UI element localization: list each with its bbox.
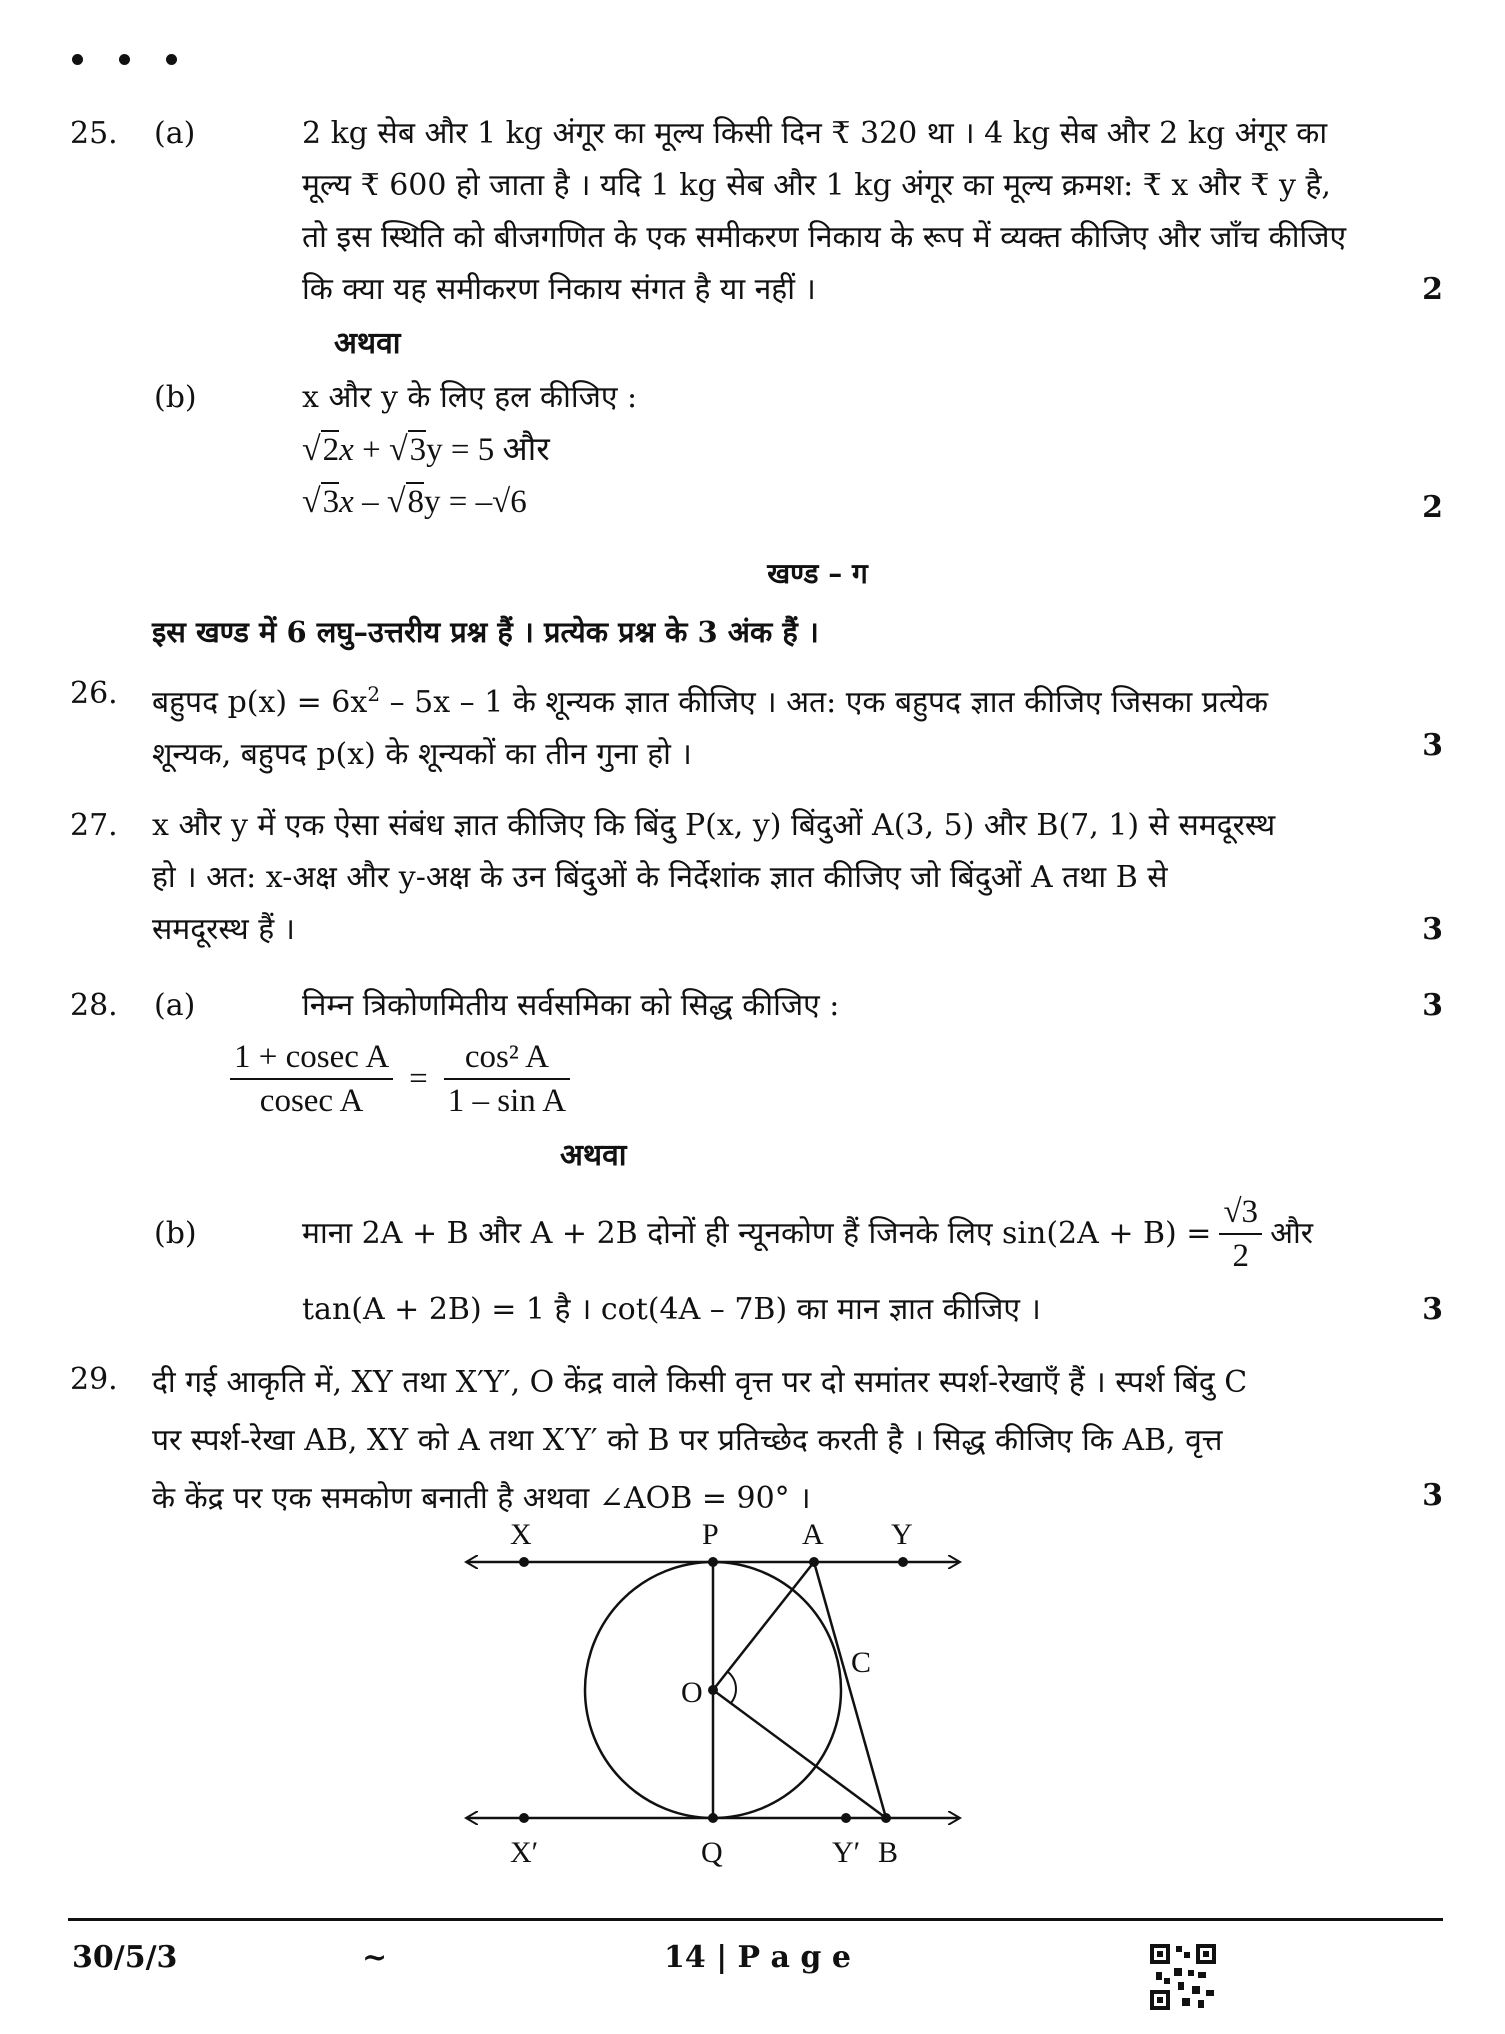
question-number: 25.	[70, 116, 118, 151]
question-29: 29. दी गई आकृति में, XY तथा X′Y′, O केंद्र वाले किसी वृत्त पर दो समांतर स्पर्श-रेखाएँ हैं । स्पर्श बिंदु C पर स्पर्श-रेखा AB, XY को A तथा X′Y′ को B पर प्रतिच्छेद करती है । सिद्ध कीजिए कि AB, वृत्त के केंद्र पर एक समकोण बनाती है अथवा ∠AOB = 90° । 3	[70, 1354, 1443, 1528]
ellipsis-icon	[72, 54, 177, 65]
question-25a-text: 2 kg सेब और 1 kg अंगूर का मूल्य किसी दिन ₹ 320 था । 4 kg सेब और 2 kg अंगूर का मूल्य ₹ 600 हो जाता है । यदि 1 kg सेब और 1 kg अंगूर का मूल्य क्रमश: ₹ x और ₹ y है, तो इस स्थिति को बीजगणित के एक समीकरण निकाय के रूप में व्यक्त कीजिए और जाँच कीजिए कि क्या यह समीकरण निकाय संगत है या नहीं ।	[302, 116, 1347, 307]
label-a: A	[802, 1518, 824, 1551]
section-title: खण्ड – ग	[767, 557, 868, 590]
point-o	[708, 1685, 718, 1695]
equation-2: √3x – √8y = –√6	[302, 483, 527, 520]
question-number: 29.	[70, 1362, 118, 1397]
part-b-label: (b)	[154, 380, 197, 415]
footer-divider	[68, 1918, 1443, 1921]
marks: 3	[1422, 1292, 1443, 1327]
question-28a-intro: निम्न त्रिकोणमितीय सर्वसमिका को सिद्ध कीजिए :	[302, 988, 840, 1023]
label-x2: X′	[510, 1836, 539, 1869]
marks: 3	[1422, 728, 1443, 763]
tangent-circle-diagram	[448, 1512, 1008, 1882]
segment-ob	[713, 1690, 886, 1818]
label-y2: Y′	[832, 1836, 861, 1869]
question-27: 27. x और y में एक ऐसा संबंध ज्ञात कीजिए कि बिंदु P(x, y) बिंदुओं A(3, 5) और B(7, 1) से समदूरस्थ हो । अत: x-अक्ष और y-अक्ष के उन बिंदुओं के निर्देशांक ज्ञात कीजिए जो बिंदुओं A तथा B से समदूरस्थ हैं । 3	[70, 800, 1443, 956]
qr-code-icon	[1148, 1942, 1218, 2012]
section-instruction: इस खण्ड में 6 लघु–उत्तरीय प्रश्न हैं । प्रत्येक प्रश्न के 3 अंक हैं ।	[152, 615, 819, 649]
or-divider: अथवा	[334, 326, 401, 361]
label-c: C	[851, 1646, 872, 1679]
part-b-label: (b)	[154, 1216, 197, 1251]
or-divider: अथवा	[560, 1138, 627, 1173]
question-25b-intro: x और y के लिए हल कीजिए :	[302, 380, 638, 415]
identity: $\frac{\text{1 + cosec A}}{\text{cosec A}}$ = $\frac{\text{cos² A}}{\text{1 – sin A}}$	[230, 1036, 570, 1122]
question-number: 27.	[70, 808, 118, 843]
tangent-ab	[814, 1562, 886, 1818]
label-y: Y	[891, 1518, 913, 1551]
marks: 2	[1422, 490, 1443, 525]
page-number: 14 | P a g e	[664, 1940, 851, 1975]
label-o: O	[681, 1676, 703, 1709]
marks: 3	[1422, 912, 1443, 947]
label-b: B	[878, 1836, 899, 1869]
point-x2	[519, 1813, 529, 1823]
point-q	[708, 1813, 718, 1823]
question-number: 28.	[70, 988, 118, 1023]
point-y	[898, 1557, 908, 1567]
question-number: 26.	[70, 676, 118, 711]
angle-aob-arc	[728, 1672, 736, 1704]
marks: 3	[1422, 988, 1443, 1023]
marks: 2	[1422, 272, 1443, 307]
question-26-line-2: शून्यक, बहुपद p(x) के शून्यकों का तीन गुना हो ।	[152, 737, 692, 772]
point-y2	[841, 1813, 851, 1823]
footer-tilde: ~	[362, 1940, 388, 1975]
label-p: P	[702, 1518, 719, 1551]
question-28b-line-1: माना 2A + B और A + 2B दोनों ही न्यूनकोण हैं जिनके लिए sin(2A + B) = $\frac{√3}{2}$ और	[302, 1184, 1313, 1284]
label-q: Q	[701, 1836, 723, 1869]
point-a	[809, 1557, 819, 1567]
question-28	[70, 980, 1443, 1327]
point-b	[881, 1813, 891, 1823]
paper-code: 30/5/3	[72, 1940, 178, 1975]
point-x	[519, 1557, 529, 1567]
part-a-label: (a)	[154, 116, 196, 151]
question-26-line-1: बहुपद $p(x) = 6x^2 - 5x - 1$ के शून्यक ज्ञात कीजिए । अत: एक बहुपद ज्ञात कीजिए जिसका प्रत्येक	[152, 682, 1268, 720]
marks: 3	[1422, 1478, 1443, 1513]
point-p	[708, 1557, 718, 1567]
equation-1: √2x + √3y = 5 और	[302, 431, 550, 468]
segment-oa	[713, 1562, 814, 1690]
question-26	[70, 668, 1443, 781]
label-x: X	[510, 1518, 532, 1551]
part-a-label: (a)	[154, 988, 196, 1023]
question-25	[70, 108, 1443, 525]
question-28b-line-2: tan(A + 2B) = 1 है । cot(4A – 7B) का मान ज्ञात कीजिए ।	[302, 1292, 1041, 1327]
